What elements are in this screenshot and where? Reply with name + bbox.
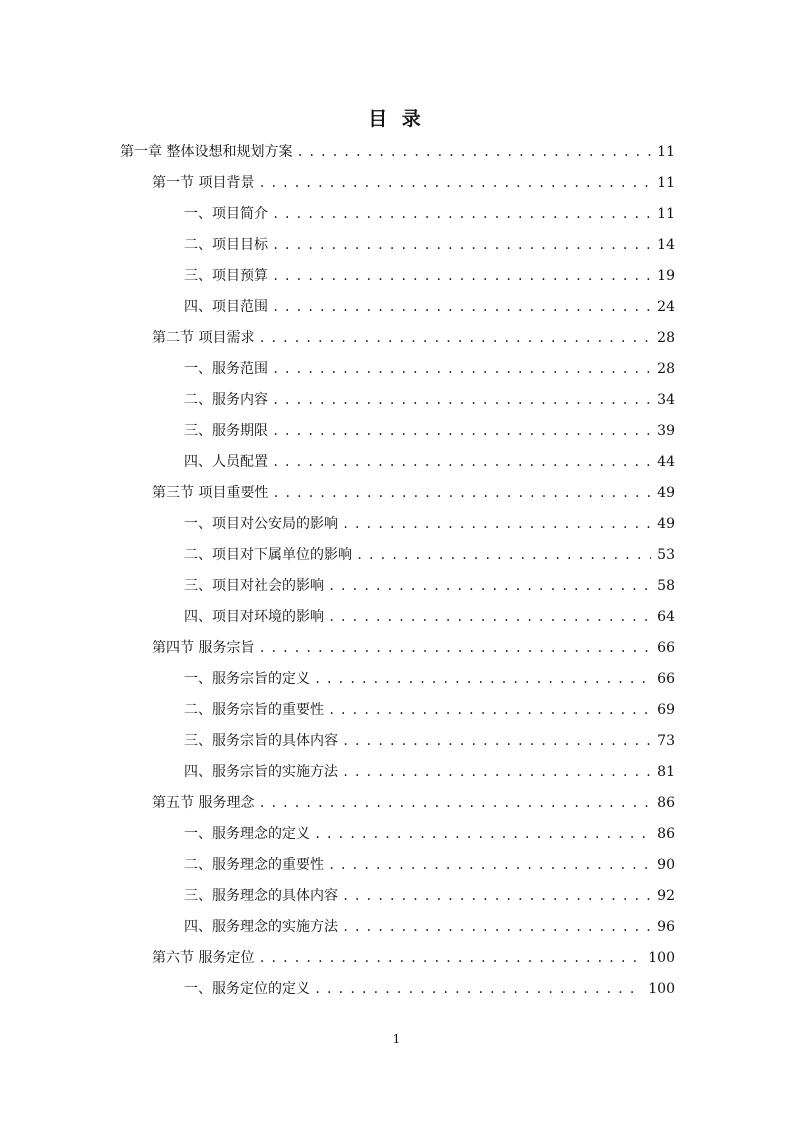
dot-leader — [356, 540, 651, 571]
toc-entry-label: 四、服务宗旨的实施方法 — [184, 764, 338, 780]
toc-entry-page-number: 14 — [657, 237, 675, 253]
toc-entry[interactable] — [120, 137, 675, 168]
toc-entry-label: 一、服务理念的定义 — [184, 826, 310, 842]
dot-leader — [272, 447, 651, 478]
toc-entry[interactable] — [120, 571, 675, 602]
toc-entry-page-number: 66 — [657, 640, 675, 656]
toc-entry[interactable] — [120, 695, 675, 726]
toc-entry-label: 四、项目范围 — [184, 299, 268, 315]
dot-leader — [258, 788, 651, 819]
toc-entry[interactable] — [120, 292, 675, 323]
dot-leader — [314, 819, 651, 850]
toc-entry[interactable] — [120, 478, 675, 509]
dot-leader — [328, 695, 651, 726]
toc-entry-page-number: 58 — [657, 578, 675, 594]
toc-entry[interactable] — [120, 633, 675, 664]
toc-entry-page-number: 64 — [657, 609, 675, 625]
toc-entry[interactable] — [120, 664, 675, 695]
dot-leader — [258, 943, 642, 974]
toc-entry[interactable] — [120, 509, 675, 540]
dot-leader — [258, 168, 651, 199]
toc-entry-label: 一、服务定位的定义 — [184, 981, 310, 997]
toc-entry-page-number: 44 — [657, 454, 675, 470]
dot-leader — [272, 354, 651, 385]
toc-entry[interactable] — [120, 385, 675, 416]
toc-entry-label: 一、服务宗旨的定义 — [184, 671, 310, 687]
toc-entry-page-number: 49 — [657, 485, 675, 501]
toc-entry-label: 三、服务宗旨的具体内容 — [184, 733, 338, 749]
toc-entry-label: 第一章 整体设想和规划方案 — [120, 144, 293, 160]
toc-entry-label: 二、服务内容 — [184, 392, 268, 408]
toc-entry-page-number: 100 — [648, 950, 675, 966]
toc-entry[interactable] — [120, 323, 675, 354]
toc-entry-page-number: 49 — [657, 516, 675, 532]
dot-leader — [328, 850, 651, 881]
toc-entry-page-number: 96 — [657, 919, 675, 935]
toc-entry-label: 第五节 服务理念 — [152, 795, 255, 811]
dot-leader — [342, 509, 651, 540]
toc-entry-page-number: 81 — [657, 764, 675, 780]
dot-leader — [342, 757, 651, 788]
toc-entry-page-number: 19 — [657, 268, 675, 284]
toc-entry[interactable] — [120, 881, 675, 912]
toc-entry-page-number: 53 — [657, 547, 675, 563]
toc-entry-page-number: 86 — [657, 795, 675, 811]
table-of-contents — [120, 137, 675, 1005]
dot-leader — [314, 664, 651, 695]
page-number: 1 — [392, 1032, 401, 1046]
toc-entry-page-number: 24 — [657, 299, 675, 315]
toc-entry-page-number: 66 — [657, 671, 675, 687]
toc-entry-page-number: 28 — [657, 361, 675, 377]
toc-entry[interactable] — [120, 416, 675, 447]
dot-leader — [314, 974, 642, 1005]
toc-entry-label: 第一节 项目背景 — [152, 175, 255, 191]
toc-entry-label: 一、服务范围 — [184, 361, 268, 377]
dot-leader — [342, 726, 651, 757]
dot-leader — [272, 230, 651, 261]
toc-entry[interactable] — [120, 540, 675, 571]
toc-entry[interactable] — [120, 261, 675, 292]
toc-entry-label: 一、项目简介 — [184, 206, 268, 222]
toc-entry-label: 四、项目对环境的影响 — [184, 609, 324, 625]
toc-entry-label: 二、服务理念的重要性 — [184, 857, 324, 873]
toc-entry[interactable] — [120, 788, 675, 819]
toc-entry[interactable] — [120, 819, 675, 850]
toc-entry-page-number: 86 — [657, 826, 675, 842]
toc-entry[interactable] — [120, 168, 675, 199]
toc-entry-page-number: 11 — [657, 144, 675, 160]
toc-entry-label: 三、项目预算 — [184, 268, 268, 284]
toc-entry-page-number: 28 — [657, 330, 675, 346]
dot-leader — [272, 385, 651, 416]
toc-entry-label: 四、人员配置 — [184, 454, 268, 470]
dot-leader — [342, 881, 651, 912]
toc-entry-page-number: 90 — [657, 857, 675, 873]
dot-leader — [342, 912, 651, 943]
toc-entry[interactable] — [120, 230, 675, 261]
dot-leader — [258, 323, 651, 354]
toc-entry-page-number: 39 — [657, 423, 675, 439]
toc-entry-label: 三、项目对社会的影响 — [184, 578, 324, 594]
toc-entry-label: 二、服务宗旨的重要性 — [184, 702, 324, 718]
dot-leader — [272, 416, 651, 447]
toc-entry-label: 第四节 服务宗旨 — [152, 640, 255, 656]
toc-entry[interactable] — [120, 974, 675, 1005]
toc-entry-label: 第三节 项目重要性 — [152, 485, 269, 501]
dot-leader — [272, 199, 651, 230]
toc-entry[interactable] — [120, 447, 675, 478]
toc-entry[interactable] — [120, 199, 675, 230]
dot-leader — [328, 571, 651, 602]
toc-entry-label: 二、项目对下属单位的影响 — [184, 547, 352, 563]
dot-leader — [328, 602, 651, 633]
dot-leader — [272, 292, 651, 323]
toc-entry[interactable] — [120, 757, 675, 788]
toc-entry[interactable] — [120, 354, 675, 385]
toc-entry-page-number: 69 — [657, 702, 675, 718]
toc-entry-label: 三、服务理念的具体内容 — [184, 888, 338, 904]
toc-entry-page-number: 92 — [657, 888, 675, 904]
toc-entry-page-number: 34 — [657, 392, 675, 408]
dot-leader — [272, 261, 651, 292]
toc-entry-page-number: 100 — [648, 981, 675, 997]
toc-entry-page-number: 11 — [657, 175, 675, 191]
toc-entry[interactable] — [120, 726, 675, 757]
toc-entry[interactable] — [120, 912, 675, 943]
dot-leader — [258, 633, 651, 664]
toc-title: 目 录 — [368, 108, 425, 130]
toc-entry-label: 第二节 项目需求 — [152, 330, 255, 346]
toc-entry-label: 第六节 服务定位 — [152, 950, 255, 966]
toc-entry-page-number: 73 — [657, 733, 675, 749]
dot-leader — [272, 478, 651, 509]
toc-entry[interactable] — [120, 943, 675, 974]
toc-entry-label: 二、项目目标 — [184, 237, 268, 253]
toc-entry-label: 一、项目对公安局的影响 — [184, 516, 338, 532]
toc-entry-page-number: 11 — [657, 206, 675, 222]
toc-entry[interactable] — [120, 602, 675, 633]
toc-entry[interactable] — [120, 850, 675, 881]
dot-leader — [296, 137, 651, 168]
toc-entry-label: 三、服务期限 — [184, 423, 268, 439]
toc-entry-label: 四、服务理念的实施方法 — [184, 919, 338, 935]
